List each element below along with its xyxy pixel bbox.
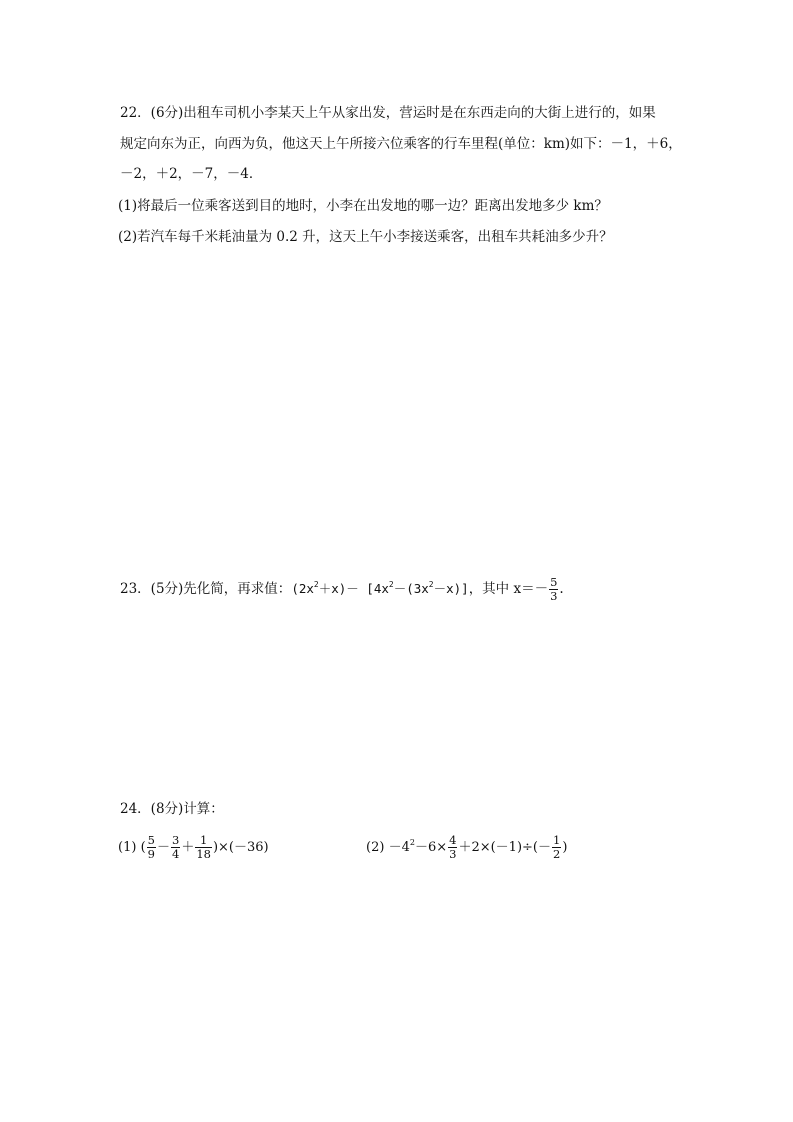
q23-mid: ，其中 x＝－ [468, 581, 549, 597]
q22-line-3: －2，＋2，－7，－4． [120, 166, 263, 182]
q24-p1-f2-den: 4 [171, 847, 180, 861]
q24-p2-b: －6× [414, 840, 448, 855]
q23-fraction [549, 576, 558, 603]
q23-frac-num: 5 [550, 575, 558, 589]
q24-p2-a: －4 [388, 840, 410, 855]
q24-part-2 [366, 834, 567, 861]
q24-p1-open: ( [140, 840, 146, 855]
q24-p1-f1-den: 9 [147, 847, 155, 861]
q23-exp-2: 2 [388, 580, 394, 589]
q22-line-1: 22．(6分)出租车司机小李某天上午从家出发，营运时是在东西走向的大街上进行的，如果 [120, 105, 656, 121]
q24-p1-tail: )×(－36) [212, 840, 269, 855]
q24-p2-frac-2 [552, 834, 561, 861]
q22-line-2: 规定向东为正，向西为负，他这天上午所接六位乘客的行车里程(单位：km)如下：－1，＋6， [120, 136, 682, 152]
q24-p2-f1-num: 4 [449, 833, 457, 847]
q24-p1-f1-num: 5 [147, 833, 155, 847]
q22-part-2: (2)若汽车每千米耗油量为 0.2 升，这天上午小李接送乘客，出租车共耗油多少升？ [118, 229, 613, 245]
q24-p2-d: ) [562, 840, 568, 855]
q24-title: 24．(8分)计算： [120, 801, 224, 817]
q22-part-1: (1)将最后一位乘客送到目的地时，小李在出发地的哪一边？距离出发地多少 km？ [118, 198, 608, 214]
q23-end: . [559, 581, 564, 597]
q24-p1-frac-3 [195, 834, 212, 861]
q24-p1-f3-den: 18 [196, 847, 211, 861]
q24-p1-minus: － [156, 840, 170, 855]
q23-expr-c: －(3x [393, 581, 429, 596]
q24-p2-label: (2) [366, 840, 385, 855]
q24-p2-c: ＋2×(－1)÷(－ [458, 840, 551, 855]
q23-expr-d: －x)] [433, 581, 469, 596]
q24-p1-f2-num: 3 [171, 833, 180, 847]
q24-p1-label: (1) [118, 840, 137, 855]
q24-p1-frac-2 [171, 834, 180, 861]
q23-prefix: 23．(5分)先化简，再求值： [120, 581, 292, 597]
q23-exp-1: 2 [313, 580, 319, 589]
q24-part-1 [118, 834, 269, 861]
q24-p2-f2-den: 2 [552, 847, 561, 861]
q23-exp-3: 2 [428, 580, 434, 589]
q24-p1-f3-num: 1 [195, 834, 212, 848]
q23-line [120, 576, 564, 603]
q23-frac-den: 3 [550, 589, 558, 603]
q24-p2-frac-1 [448, 834, 457, 861]
q23-expr-b: ＋x)－ [4x [318, 581, 389, 596]
q24-p2-f1-den: 3 [449, 847, 457, 861]
q23-expression [291, 581, 468, 596]
q24-p2-f2-num: 1 [552, 833, 561, 847]
q24-p1-frac-1 [147, 834, 156, 861]
q24-p1-plus: ＋ [181, 840, 195, 855]
q23-expr-a: (2x [291, 581, 314, 596]
q24-p2-a-exp: 2 [409, 838, 415, 847]
